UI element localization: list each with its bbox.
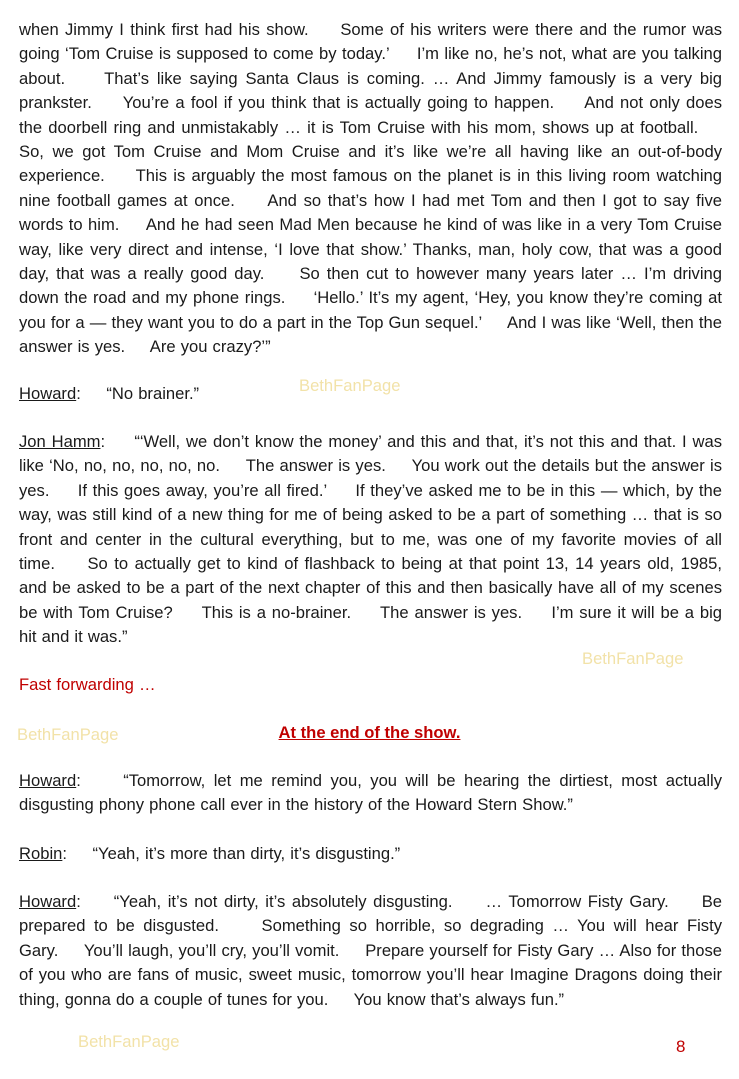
- speaker-name: Howard: [19, 771, 77, 790]
- watermark: BethFanPage: [17, 725, 119, 744]
- dialogue-text: “Yeah, it’s not dirty, it’s absolutely disgusting. … Tomorrow Fisty Gary. Be prepared to be disgusted. Something so horrible, so degrading … You will hear Fisty Gary. You’ll laugh, you’ll cry, you’ll vomit. Prepare yourself for Fisty Gary … Also for those of you who are fans of music, sweet music, tomorrow you’ll hear Imagine Dragons doing their thing, gonna do a couple of tunes for you. You know that’s always fun.”: [19, 892, 722, 1009]
- speaker-separator: :: [76, 384, 107, 403]
- watermark: BethFanPage: [299, 376, 401, 395]
- page-number: 8: [676, 1037, 686, 1056]
- watermark: BethFanPage: [582, 649, 684, 668]
- dialogue-line-howard-2: [19, 769, 722, 818]
- dialogue-text: “‘Well, we don’t know the money’ and this and that, it’s not this and that. I was like ‘No, no, no, no, no, no. The answer is yes. You work out the details but the answer is yes. If this goes away, you’re all fired.’ If they’ve asked me to be in this — which, by the way, was still kind of a new thing for me of being asked to be a part of something … that is so front and center in the cultural everything, but to me, was one of my favorite movies of all time. So to actually get to kind of flashback to being at that point 13, 14 years old, 1985, and be asked to be a part of the next chapter of this and then basically have all of my scenes be with Tom Cruise? This is a no-brainer. The answer is yes. I’m sure it will be a big hit and it was.”: [19, 432, 722, 647]
- fast-forward-note: Fast forwarding …: [19, 675, 156, 694]
- speaker-separator: :: [100, 432, 135, 451]
- intro-paragraph: when Jimmy I think first had his show. Some of his writers were there and the rumor was going ‘Tom Cruise is supposed to come by today.’ I’m like no, he’s not, what are you talking about. That’s like saying Santa Claus is coming. … And Jimmy famously is a very big prankster. You’re a fool if you think that is actually going to happen. And not only does the doorbell ring and unmistakably … it is Tom Cruise with his mom, shows up at football. So, we got Tom Cruise and Mom Cruise and it’s like we’re all having like an out-of-body experience. This is arguably the most famous on the planet is in this living room watching nine football games at once. And so that’s how I had met Tom and then I got to say five words to him. And he had seen Mad Men because he kind of was like in a very Tom Cruise way, like very direct and intense, ‘I love that show.’ Thanks, man, holy cow, that was a good day, that was a really good day. So then cut to however many years later … I’m driving down the road and my phone rings. ‘Hello.’ It’s my agent, ‘Hey, you know they’re coming at you for a — they want you to do a part in the Top Gun sequel.’ And I was like ‘Well, then the answer is yes. Are you crazy?’”: [19, 20, 722, 357]
- end-of-show-heading: At the end of the show.: [278, 723, 461, 742]
- dialogue-text: “Yeah, it’s more than dirty, it’s disgusting.”: [92, 844, 401, 863]
- dialogue-line-jon-hamm: [19, 430, 722, 650]
- speaker-separator: :: [76, 771, 124, 790]
- dialogue-text: “No brainer.”: [106, 384, 200, 403]
- dialogue-text: “Tomorrow, let me remind you, you will be hearing the dirtiest, most actually disgusting phony phone call ever in the history of the Howard Stern Show.”: [19, 771, 722, 815]
- speaker-separator: :: [76, 892, 114, 911]
- speaker-name: Howard: [19, 892, 77, 911]
- watermark: BethFanPage: [78, 1032, 180, 1051]
- dialogue-line-howard-3: [19, 890, 722, 1012]
- speaker-name: Jon Hamm: [19, 432, 101, 451]
- dialogue-line-robin: [19, 842, 722, 866]
- speaker-name: Howard: [19, 384, 77, 403]
- speaker-separator: :: [62, 844, 93, 863]
- speaker-name: Robin: [19, 844, 63, 863]
